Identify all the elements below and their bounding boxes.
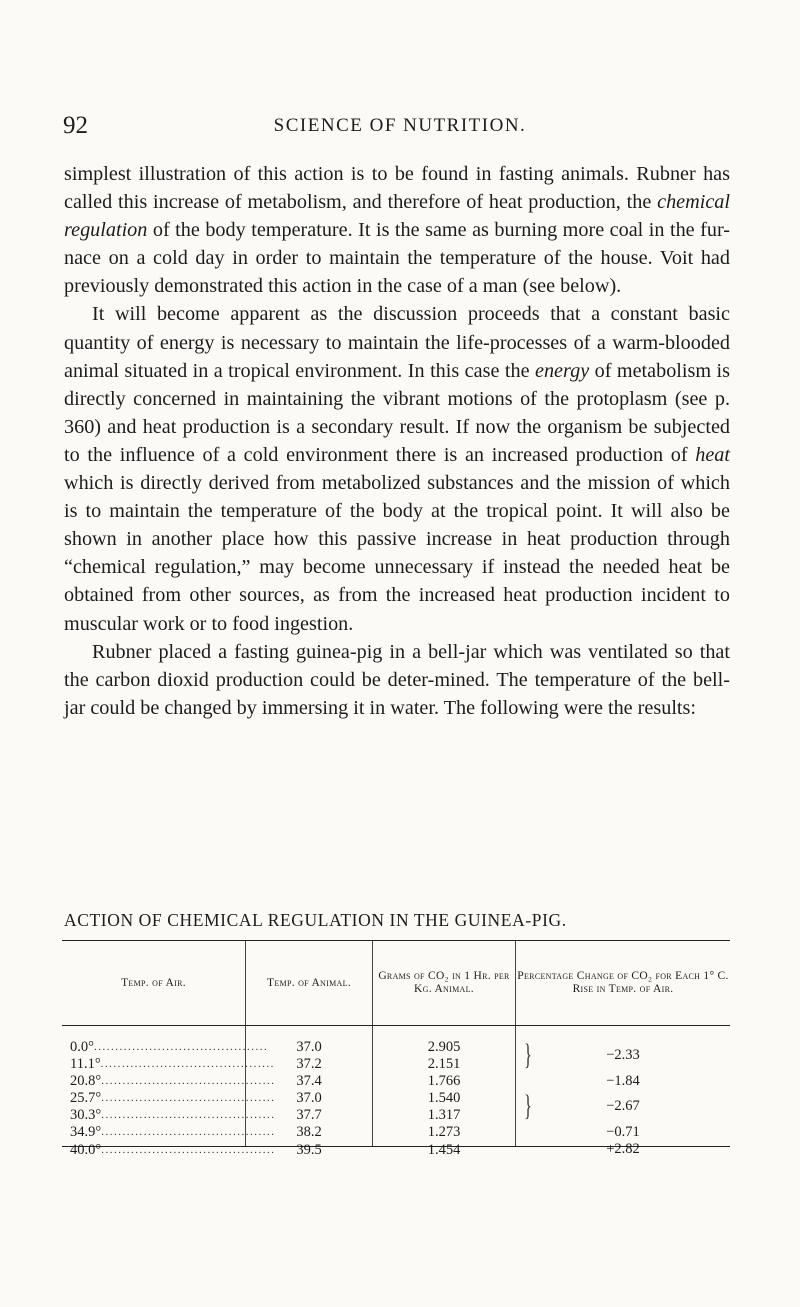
cell-temp-air: 40.0° <box>70 1141 102 1158</box>
table-row <box>70 1141 276 1159</box>
cell-temp-animal: 37.7 <box>296 1107 322 1124</box>
table-header-row <box>62 941 730 1025</box>
cell-grams-co2: 1.766 <box>427 1073 461 1090</box>
column-temp-animal <box>245 1026 372 1158</box>
cell-pct-change: −2.33 <box>606 1047 640 1063</box>
regulation-table <box>62 940 730 1158</box>
leader-dots: ......................................... <box>101 1075 276 1088</box>
leader-dots: ......................................... <box>101 1143 276 1156</box>
cell-grams-co2: 2.151 <box>427 1056 461 1073</box>
text-run: simplest illustration of this action is to be found in fasting animals. Rubner has called this increase of metabolism, and therefore of heat production, the <box>64 163 730 214</box>
cell-temp-animal: 37.0 <box>296 1039 322 1055</box>
text-run: which is directly derived from metabolized substances and the mission of which is to maintain the temperature of the body at the tropical point. It will also be shown in another place how this passive increase in heat production through “chemical regulation,” may become unnecessary if instead the needed heat be obtained from other sources, as from the increased heat production incident to muscular work or to food ingestion. <box>64 472 730 635</box>
paragraph-3 <box>64 638 730 722</box>
cell-pct-change: −2.67 <box>606 1098 640 1114</box>
cell-temp-air: 20.8° <box>70 1073 102 1090</box>
header-temp-air: Temp. of Air. <box>121 976 186 989</box>
cell-temp-animal: 37.4 <box>296 1073 322 1090</box>
cell-temp-air: 25.7° <box>70 1090 102 1107</box>
cell-temp-animal: 37.2 <box>296 1056 322 1073</box>
paragraph-2 <box>64 300 730 637</box>
cell-temp-air: 34.9° <box>70 1124 102 1141</box>
cell-temp-air: 0.0° <box>70 1039 94 1055</box>
brace-rows-1-2: } <box>524 1038 532 1071</box>
column-percentage-change <box>515 1026 730 1157</box>
cell-pct-change: +2.82 <box>606 1141 640 1157</box>
cell-pct-change: −0.71 <box>606 1124 640 1140</box>
table-row <box>70 1073 276 1090</box>
leader-dots: ......................................... <box>100 1058 275 1071</box>
body-text <box>64 160 730 722</box>
table-row <box>70 1124 276 1141</box>
italic-term: heat <box>695 443 730 466</box>
italic-term: chemical regulation <box>64 191 730 242</box>
table-row <box>70 1107 276 1124</box>
cell-temp-animal: 39.5 <box>296 1141 322 1158</box>
cell-grams-co2: 1.540 <box>427 1090 461 1107</box>
header-temp-animal: Temp. of Animal. <box>245 941 372 1025</box>
cell-temp-animal: 38.2 <box>296 1124 322 1141</box>
cell-grams-co2: 2.905 <box>427 1039 461 1055</box>
cell-pct-change: −1.84 <box>606 1073 640 1089</box>
leader-dots: ......................................... <box>101 1109 276 1122</box>
header-grams-co2: Grams of CO₂ in 1 Hr. per Kg. Animal. <box>372 941 515 1025</box>
text-run: It will become apparent as the discussion proceeds that a constant basic quantity of energy is necessary to maintain the life-processes of a warm-blooded animal situated in a tropical environment. In this case the <box>64 303 730 382</box>
page-number: 92 <box>63 112 88 139</box>
column-grams-co2 <box>372 1026 515 1158</box>
text-run: of the body temperature. It is the same as burning more coal in the fur-nace on a cold day in order to maintain the temperature of the house. Voit had previously demonstrated this action in the case of a man (see below). <box>64 219 730 298</box>
column-temp-air <box>62 1026 276 1158</box>
cell-temp-animal: 37.0 <box>296 1090 322 1107</box>
running-title: SCIENCE OF NUTRITION. <box>273 115 527 136</box>
table-row <box>70 1090 276 1107</box>
paragraph-1 <box>64 160 730 300</box>
cell-grams-co2: 1.317 <box>427 1107 461 1124</box>
leader-dots: ......................................... <box>101 1126 276 1139</box>
table-row <box>70 1056 275 1073</box>
cell-temp-air: 30.3° <box>70 1107 102 1124</box>
cell-grams-co2: 1.454 <box>427 1141 461 1158</box>
text-run: Rubner placed a fasting guinea-pig in a bell-jar which was ventilated so that the carbon dioxid production could be deter-mined. The temperature of the bell-jar could be changed by immersing it in water. The following were the results: <box>64 640 730 719</box>
text-run: of metabolism is directly concerned in maintaining the vibrant motions of the protoplasm (see p. 360) and heat production is a secondary result. If now the organism be subjected to the influence of a cold environment there is an increased production of <box>64 359 730 466</box>
italic-term: energy <box>534 359 590 382</box>
brace-rows-4-5: } <box>524 1089 532 1122</box>
cell-grams-co2: 1.273 <box>427 1124 461 1141</box>
table-row <box>70 1039 269 1056</box>
table-title: ACTION OF CHEMICAL REGULATION IN THE GUINEA-PIG. <box>64 910 567 930</box>
cell-temp-air: 11.1° <box>70 1056 101 1073</box>
leader-dots: ......................................... <box>101 1092 276 1105</box>
header-percentage-change: Percentage Change of CO₂ for Each 1° C. Rise in Temp. of Air. <box>515 941 730 1025</box>
leader-dots: ......................................... <box>93 1041 269 1053</box>
table-body <box>62 1026 730 1158</box>
